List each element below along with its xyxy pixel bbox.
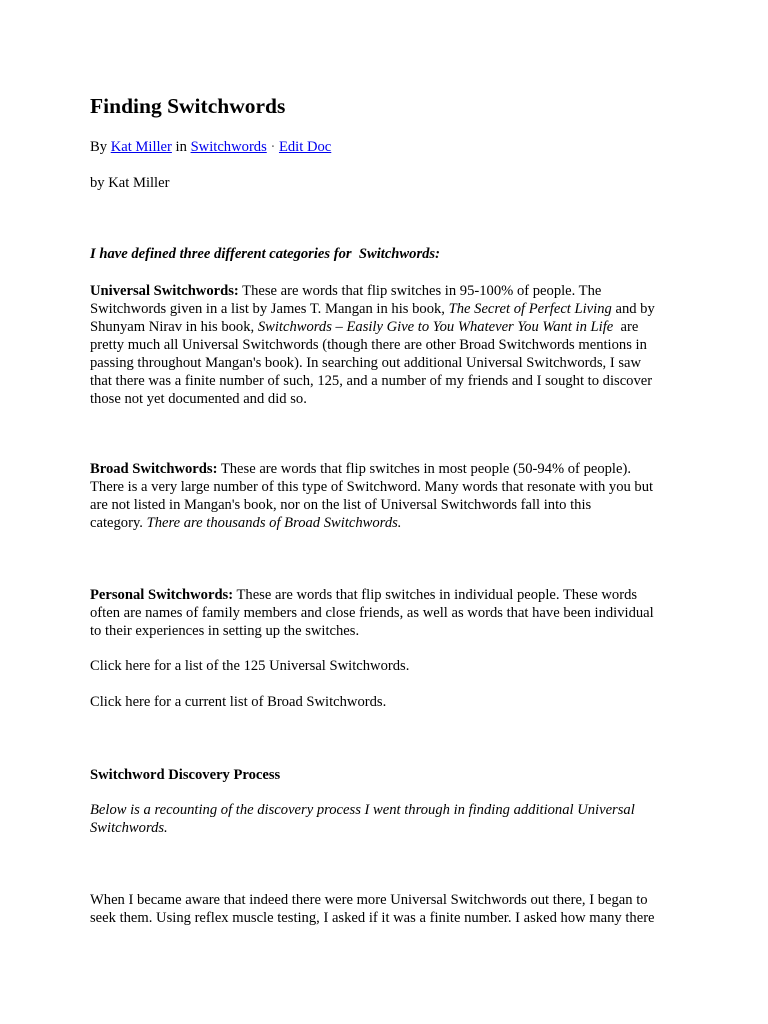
discovery-text-2: seek them. Using reflex muscle testing, I asked if it was a finite number. I asked how many there <box>90 910 655 926</box>
universal-text-9: those not yet documented and did so. <box>90 391 307 407</box>
broad-text-1: These are words that flip switches in most people (50-94% of people). <box>217 461 631 477</box>
intro-paragraph <box>90 245 690 263</box>
byline <box>90 138 690 156</box>
universal-paragraph <box>90 282 690 408</box>
universal-text-6: pretty much all Universal Switchwords (though there are other Broad Switchwords mentions in <box>90 337 647 353</box>
personal-text-2: often are names of family members and close friends, as well as words that have been individual <box>90 605 654 621</box>
byline-secondary: by Kat Miller <box>90 175 170 191</box>
universal-text-5: are <box>613 319 639 335</box>
universal-heading: Universal Switchwords: <box>90 283 239 299</box>
discovery-intro <box>90 801 690 837</box>
personal-paragraph <box>90 586 690 640</box>
page-title: Finding Switchwords <box>90 94 286 118</box>
byline-in: in <box>175 139 187 155</box>
broad-heading: Broad Switchwords: <box>90 461 218 477</box>
broad-text-4: category. <box>90 515 147 531</box>
discovery-heading-text: Switchword Discovery Process <box>90 767 281 783</box>
discovery-italic-1: Below is a recounting of the discovery process I went through in finding additional Universal <box>90 802 635 818</box>
universal-text-1: These are words that flip switches in 95-100% of people. The <box>238 283 602 299</box>
universal-text-4: Shunyam Nirav in his book, <box>90 319 258 335</box>
broad-paragraph <box>90 460 690 532</box>
discovery-paragraph <box>90 891 690 927</box>
book-title-secret-of-perfect-living: The Secret of Perfect Living <box>448 301 612 317</box>
byline-by: By <box>90 139 108 155</box>
broad-italic: There are thousands of Broad Switchwords. <box>146 515 402 531</box>
personal-text-3: to their experiences in setting up the switches. <box>90 623 360 639</box>
universal-list-link[interactable]: Click here for a list of the 125 Universal Switchwords. <box>90 658 410 674</box>
universal-text-7: passing throughout Mangan's book). In searching out additional Universal Switchwords, I saw <box>90 355 642 371</box>
personal-heading: Personal Switchwords: <box>90 587 234 603</box>
broad-list-link[interactable]: Click here for a current list of Broad Switchwords. <box>90 694 387 710</box>
broad-text-2: There is a very large number of this type of Switchword. Many words that resonate with you but <box>90 479 654 495</box>
universal-text-3: and by <box>611 301 655 317</box>
byline-separator: · <box>270 139 276 155</box>
author-link[interactable]: Kat Miller <box>110 139 172 155</box>
personal-text-1: These are words that flip switches in individual people. These words <box>233 587 638 603</box>
broad-text-3: are not listed in Mangan's book, nor on the list of Universal Switchwords fall into this <box>90 497 592 513</box>
intro-text: I have defined three different categories for Switchwords: <box>90 246 440 262</box>
category-link[interactable]: Switchwords <box>190 139 267 155</box>
discovery-text-1: When I became aware that indeed there were more Universal Switchwords out there, I began to <box>90 892 648 908</box>
discovery-italic-2: Switchwords. <box>90 820 168 836</box>
edit-doc-link[interactable]: Edit Doc <box>278 139 332 155</box>
universal-text-2: Switchwords given in a list by James T. Mangan in his book, <box>90 301 449 317</box>
discovery-heading <box>90 766 690 784</box>
book-title-switchwords: Switchwords – Easily Give to You Whatever You Want in Life <box>257 319 614 335</box>
universal-text-8: that there was a finite number of such, 125, and a number of my friends and I sought to discover <box>90 373 653 389</box>
